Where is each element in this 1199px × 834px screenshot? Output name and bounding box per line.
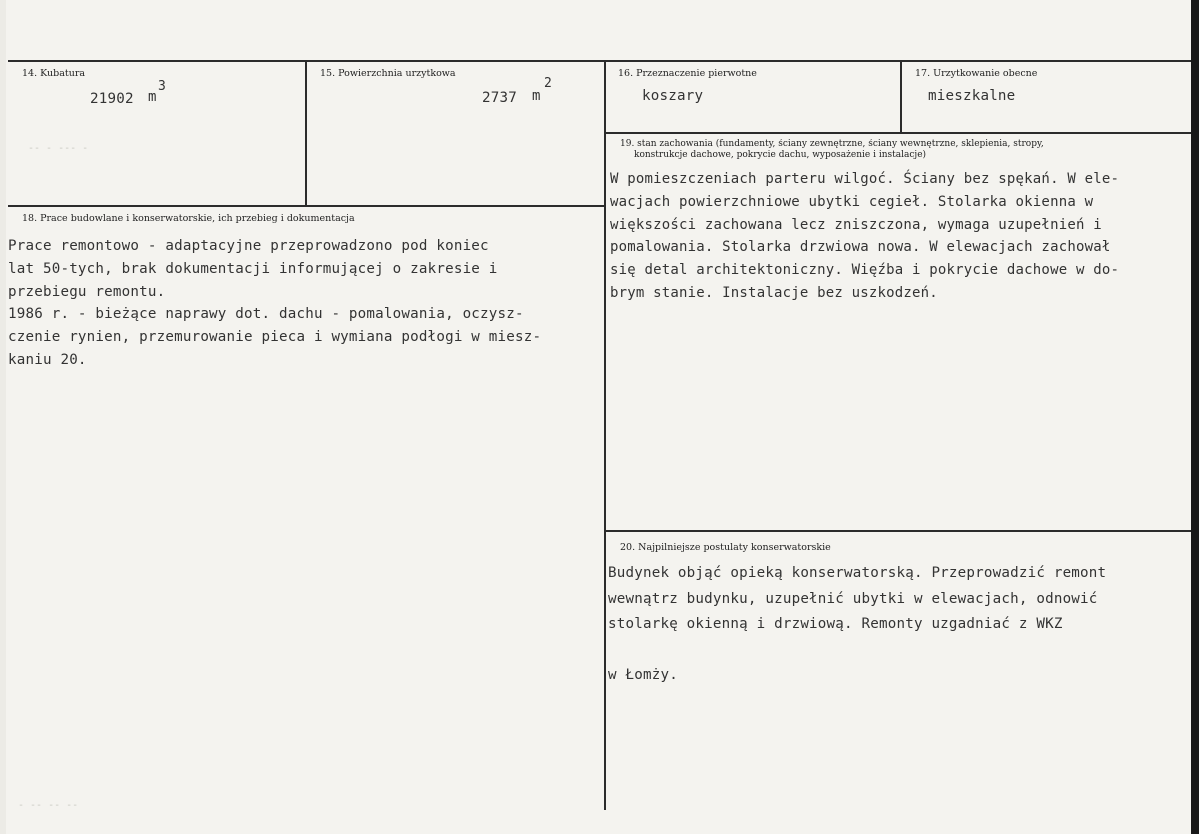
scan-smudge-bottom: - -- -- -- [18, 800, 79, 811]
field-value-kubatura: 21902 [90, 91, 134, 107]
section-divider-18 [8, 205, 606, 207]
field-value-powierzchnia: 2737 [482, 90, 517, 106]
field-text-postulaty: Budynek objąć opieką konserwatorską. Przeprowadzić remont wewnątrz budynku, uzupełnić ubytki w elewacjach, odnowić stolarkę okienną i drzwiową. Remonty uzgadniać z WKZ w Łomży. [608, 565, 1107, 683]
unit-exponent-kubatura: 3 [158, 79, 166, 94]
card-right-edge [1191, 0, 1199, 834]
card-left-edge [0, 0, 6, 834]
section-divider-20 [606, 530, 1191, 532]
unit-kubatura: m [148, 89, 157, 105]
unit-powierzchnia: m [532, 88, 541, 104]
field-text-stan: W pomieszczeniach parteru wilgoć. Ściany bez spękań. W ele- wacjach powierzchniowe ubytki cegieł. Stolarka okienna w większości zachowana lecz zniszczona, wymaga uzupełnień i pomalowania. Stolarka drzwiowa nowa. W elewacjach zachował się detal architektoniczny. Więźba i pokrycie dachowe w do- brym stanie. Instalacje bez uszkodzeń. [610, 171, 1120, 301]
field-value-uzytkowanie: mieszkalne [928, 88, 1016, 104]
field-label-postulaty: 20. Najpilniejsze postulaty konserwatorskie [620, 542, 831, 553]
field-label-prace: 18. Prace budowlane i konserwatorskie, ich przebieg i dokumentacja [22, 213, 355, 224]
unit-exponent-powierzchnia: 2 [544, 76, 552, 91]
field-label-uzytkowanie: 17. Urzytkowanie obecne [915, 68, 1038, 79]
column-divider-14-15 [305, 60, 307, 205]
column-divider-16-17 [900, 60, 902, 132]
field-label-stan: 19. stan zachowania (fundamenty, ściany zewnętrzne, ściany wewnętrzne, sklepienia, stropy, [620, 139, 1044, 149]
field-value-przeznaczenie: koszary [642, 88, 704, 104]
column-divider-main [604, 60, 606, 810]
field-text-prace: Prace remontowo - adaptacyjne przeprowadzono pod koniec lat 50-tych, brak dokumentacji informującej o zakresie i przebiegu remontu. 1986 r. - bieżące naprawy dot. dachu - pomalowania, oczysz- czenie rynien, przemurowanie pieca i wymiana podłogi w miesz- kaniu 20. [8, 238, 542, 368]
top-border-line [8, 60, 1191, 62]
field-label-powierzchnia: 15. Powierzchnia urzytkowa [320, 68, 456, 79]
field-label-kubatura: 14. Kubatura [22, 68, 86, 79]
scan-smudge-dashes: -- - --- - [28, 143, 89, 154]
section-divider-17 [606, 132, 1191, 134]
field-label-przeznaczenie: 16. Przeznaczenie pierwotne [618, 68, 757, 79]
field-label-stan-continued: konstrukcje dachowe, pokrycie dachu, wyposażenie i instalacje) [634, 150, 927, 160]
